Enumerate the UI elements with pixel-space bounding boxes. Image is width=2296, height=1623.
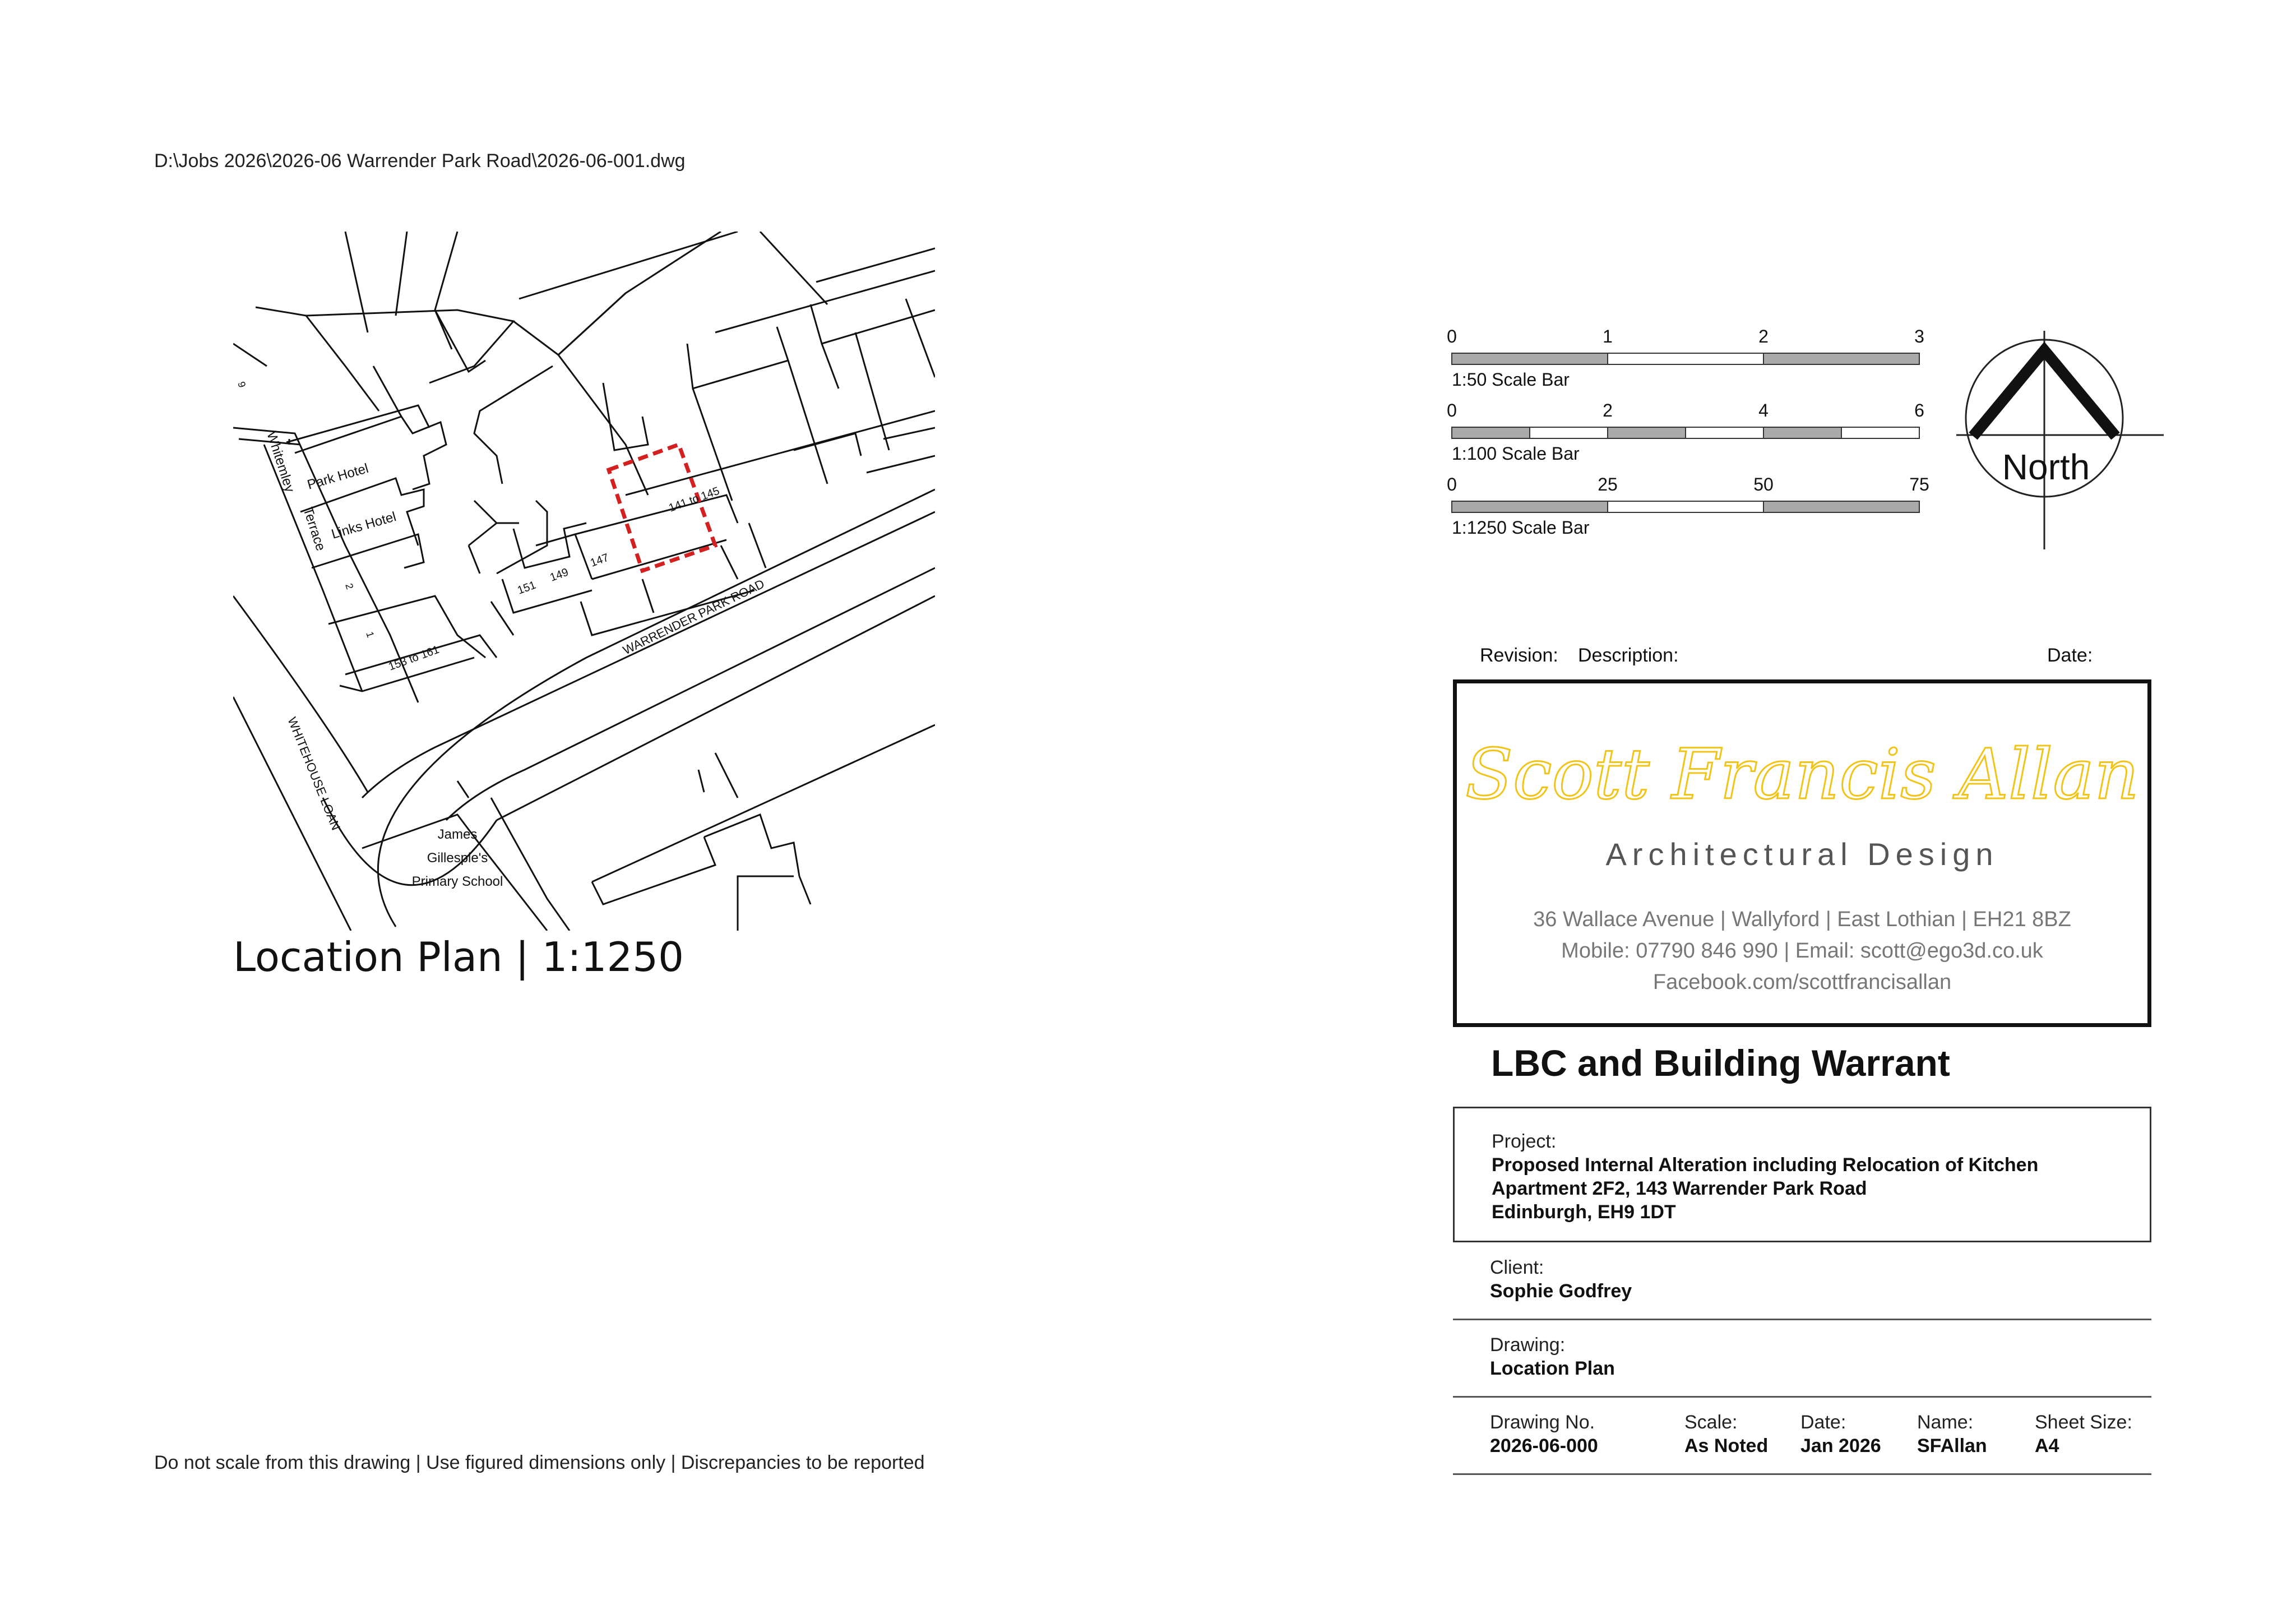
sheet-size-label: Sheet Size: [2035, 1412, 2132, 1433]
label-links-hotel: Links Hotel [330, 509, 398, 542]
scale-label: Scale: [1684, 1412, 1738, 1433]
description-label: Description: [1578, 645, 1679, 666]
north-label: North [2002, 447, 2090, 487]
site-boundary [609, 445, 715, 571]
client-divider [1453, 1319, 2151, 1320]
scale-3-label: 1:1250 Scale Bar [1452, 517, 1590, 538]
label-no-151: 151 [516, 579, 538, 597]
date-label: Date: [1800, 1412, 1846, 1433]
scale-1-tick-2: 2 [1758, 326, 1769, 346]
drawing-value: Location Plan [1490, 1358, 1615, 1379]
project-box [1453, 1107, 2151, 1242]
label-no-1: 1 [364, 630, 377, 639]
drawing-no-value: 2026-06-000 [1490, 1435, 1598, 1456]
label-no-2: 2 [343, 582, 356, 591]
drawing-heading: LBC and Building Warrant [1491, 1042, 1950, 1084]
contact-phone-email: Mobile: 07790 846 990 | Email: scott@ego3d.co.uk [1561, 939, 2043, 963]
scale-bar-1-100 [1447, 400, 1924, 464]
drawing-divider [1453, 1396, 2151, 1398]
label-whitemley: Whitemley [263, 429, 298, 494]
client-label: Client: [1490, 1257, 1544, 1278]
scale-1-label: 1:50 Scale Bar [1452, 369, 1570, 390]
scale-1-tick-1: 1 [1603, 326, 1613, 346]
contact-address: 36 Wallace Avenue | Wallyford | East Lothian | EH21 8BZ [1533, 908, 2071, 931]
scale-2-tick-3: 6 [1914, 400, 1924, 420]
contact-facebook: Facebook.com/scottfrancisallan [1652, 970, 1952, 994]
map-drawing [233, 232, 935, 931]
label-school-line2: Gillespie's [427, 850, 488, 866]
disclaimer: Do not scale from this drawing | Use figured dimensions only | Discrepancies to be reported [154, 1452, 925, 1473]
scale-2-label: 1:100 Scale Bar [1452, 443, 1580, 464]
location-plan-map [233, 232, 935, 931]
sheet-size-value: A4 [2035, 1435, 2059, 1456]
label-no-141-145: 141 to 145 [667, 484, 721, 515]
label-terrace: Terrace [300, 505, 328, 553]
name-value: SFAllan [1917, 1435, 1987, 1456]
logo-subtitle: Architectural Design [1605, 836, 1999, 872]
revision-label: Revision: [1480, 645, 1558, 666]
label-warrender-park-road: WARRENDER PARK ROAD [621, 576, 767, 658]
label-no-9: 9 [235, 380, 248, 389]
location-plan-caption: Location Plan | 1:1250 [233, 933, 684, 981]
label-school-line1: James [437, 827, 478, 842]
north-arrow [1951, 320, 2175, 555]
label-no-149: 149 [548, 566, 571, 584]
scale-3-tick-0: 0 [1447, 474, 1457, 494]
name-label: Name: [1917, 1412, 1974, 1433]
scale-3-tick-1: 25 [1598, 474, 1618, 494]
label-no-153-161: 153 to 161 [387, 643, 441, 673]
scale-value: As Noted [1684, 1435, 1769, 1456]
scale-1-tick-0: 0 [1447, 326, 1457, 346]
logo-script-text: Scott Francis Allan [1465, 734, 2140, 815]
project-line-3: Edinburgh, EH9 1DT [1492, 1201, 1676, 1223]
scale-2-tick-0: 0 [1447, 400, 1457, 420]
scale-2-tick-1: 2 [1603, 400, 1613, 420]
scale-bars [1441, 322, 1945, 558]
label-school-line3: Primary School [411, 874, 503, 889]
project-line-1: Proposed Internal Alteration including Relocation of Kitchen [1492, 1154, 2039, 1176]
label-whitehouse-loan: WHITEHOUSE LOAN [285, 715, 344, 833]
logo-box [1453, 679, 2151, 1027]
revision-date-label: Date: [2047, 645, 2093, 666]
drawing-label: Drawing: [1490, 1334, 1566, 1356]
file-path: D:\Jobs 2026\2026-06 Warrender Park Road\2026-06-001.dwg [154, 150, 686, 172]
logo-signature [1457, 717, 2147, 829]
scale-2-tick-2: 4 [1758, 400, 1769, 420]
date-value: Jan 2026 [1800, 1435, 1881, 1456]
scale-1-tick-3: 3 [1914, 326, 1924, 346]
client-value: Sophie Godfrey [1490, 1280, 1632, 1302]
label-no-147: 147 [589, 551, 611, 570]
drawing-no-label: Drawing No. [1490, 1412, 1595, 1433]
fields-divider [1453, 1473, 2151, 1475]
scale-bar-1-50 [1447, 326, 1924, 390]
scale-3-tick-2: 50 [1753, 474, 1774, 494]
project-line-2: Apartment 2F2, 143 Warrender Park Road [1492, 1178, 1867, 1199]
scale-3-tick-3: 75 [1909, 474, 1929, 494]
project-label: Project: [1492, 1131, 1557, 1152]
label-park-hotel: Park Hotel [305, 460, 371, 493]
scale-bar-1-1250 [1447, 474, 1929, 538]
